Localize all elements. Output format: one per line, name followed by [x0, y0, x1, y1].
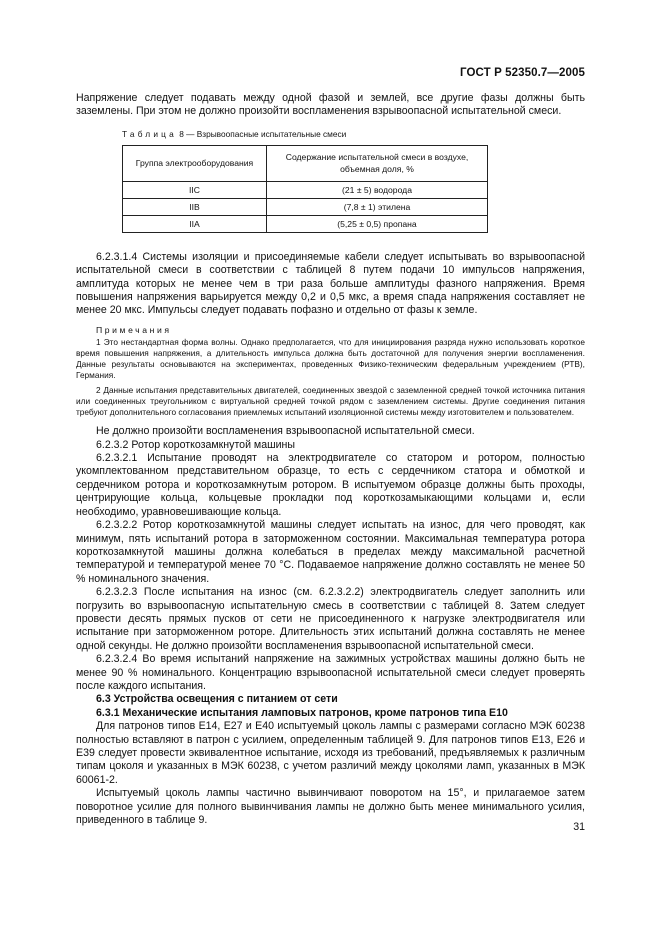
section-6-3-heading: 6.3 Устройства освещения с питанием от сети: [96, 693, 338, 706]
note-2: 2 Данные испытания представительных двигателей, соединенных звездой с заземленной средней точкой источника питания или соединенных треугольником с виртуальной средней точкой рядом с заземлением системы. Другие соединения питания требуют дополнительного согласования приемлемых испытаний изоляционной системы между изготовителем и пользователем.: [76, 384, 585, 418]
intro-paragraph: Напряжение следует подавать между одной фазой и землей, все другие фазы должны быть заземлены. При этом не должно произойти воспламенения взрывоопасной испытательной смеси.: [76, 92, 585, 118]
no-ignition-statement: Не должно произойти воспламенения взрывоопасной испытательной смеси.: [96, 425, 475, 438]
notes-title: Примечания: [96, 324, 172, 335]
table-8: [122, 145, 488, 233]
table-header-group: Группа электрооборудования: [123, 145, 267, 181]
table-row: [123, 181, 488, 198]
lamp-cap-unscrew-paragraph: Испытуемый цоколь лампы частично вывинчивают поворотом на 15°, и прилагаемое затем поворотное усилие для полного вывинчивания лампы не должно быть менее минимального усилия, приведенного в таблице 9.: [76, 787, 585, 827]
page-content: [76, 92, 585, 827]
table-header-content: [267, 145, 488, 181]
table-cell-group: IIC: [123, 181, 267, 198]
lamp-holder-paragraph: Для патронов типов Е14, Е27 и Е40 испытуемый цоколь лампы с размерами согласно МЭК 60238 полностью вставляют в патрон с усилием, определенным таблицей 9. Для патронов типов Е13, Е26 и Е39 следует провести эквивалентное испытание, исходя из требований, предъявляемых к различным типам цоколя и указанных в МЭК 60238, с учетом различий между цоколями ламп, указанных в МЭК 60061-2.: [76, 720, 585, 786]
table-cell-content: (21 ± 5) водорода: [267, 181, 488, 198]
note-1: 1 Это нестандартная форма волны. Однако предполагается, что для инициирования разряда нужно использовать короткое время повышения напряжения, а длительность импульса должна быть достаточной для получения энергии воспламенения. Данные результаты основываются на экспериментах, проведенных Физико-техническим федеральным учреждением (РТВ), Германия.: [76, 336, 585, 381]
table-cell-content: (5,25 ± 0,5) пропана: [267, 215, 488, 232]
table-caption-title: 8 — Взрывоопасные испытательные смеси: [179, 128, 347, 139]
table-row: [123, 215, 488, 232]
table-caption-word: Таблица: [122, 128, 177, 139]
table-row: [123, 198, 488, 215]
table-header-content-text: Содержание испытательной смеси в воздухе, объемная доля, %: [285, 152, 469, 175]
table-8-caption: [122, 128, 585, 140]
table-header-row: [123, 145, 488, 181]
page-number: 31: [573, 821, 585, 833]
table-cell-group: IIA: [123, 215, 267, 232]
section-6-3-1-heading: 6.3.1 Механические испытания ламповых патронов, кроме патронов типа Е10: [96, 706, 508, 719]
section-6-2-3-2-3: 6.2.3.2.3 После испытания на износ (см. 6.2.3.2.2) электродвигатель следует заполнить или погрузить во взрывоопасную испытательную смесь в соответствии с таблицей 8. Затем следует провести десять прямых пусков от сети не присоединенного к нагрузке электродвигателя или испытание при заторможенном роторе. Длительность этих испытаний должна составлять не менее одной секунды. Не должно произойти воспламенения взрывоопасной испытательной смеси.: [76, 586, 585, 652]
table-cell-group: IIB: [123, 198, 267, 215]
document-standard-header: ГОСТ Р 52350.7—2005: [460, 67, 585, 79]
section-6-2-3-2-2: 6.2.3.2.2 Ротор короткозамкнутой машины следует испытать на износ, для чего проводят, как минимум, пять испытаний ротора в заторможенном состоянии. Максимальная температура ротора короткозамкнутой машины должна колебаться в пределах между максимальной расчетной температурой и температурой менее 70 °С. Подаваемое напряжение должно составлять не менее 50 % номинального значения.: [76, 519, 585, 585]
table-cell-content: (7,8 ± 1) этилена: [267, 198, 488, 215]
section-6-2-3-2-heading: 6.2.3.2 Ротор короткозамкнутой машины: [96, 438, 295, 451]
section-6-2-3-2-1: 6.2.3.2.1 Испытание проводят на электродвигателе со статором и ротором, полностью укомплектованном представительном образце, то есть с сердечником статора и обмоткой и сердечником ротора и короткозамкнутым ротором. В испытуемом образце должны быть проходы, центрирующие кольца, кольцевые прокладки под короткозамыкающими кольцами и, если необходимо, уравновешивающие кольца.: [76, 452, 585, 518]
section-6-2-3-2-4: 6.2.3.2.4 Во время испытаний напряжение на зажимных устройствах машины должно быть не менее 90 % номинального. Концентрацию взрывоопасной испытательной смеси следует проверять после каждого испытания.: [76, 653, 585, 692]
section-6-2-3-1-4: 6.2.3.1.4 Системы изоляции и присоединяемые кабели следует испытывать во взрывоопасной испытательной смеси в соответствии с таблицей 8 путем подачи 10 импульсов напряжения, амплитуда которых не менее чем в три раза больше амплитуды фазного напряжения. Время повышения напряжения варьируется между 0,2 и 0,5 мкс, а время спада напряжения составляет не менее 20 мкс. Импульсы следует подавать пофазно и отдельно от фазы к земле.: [76, 250, 585, 317]
